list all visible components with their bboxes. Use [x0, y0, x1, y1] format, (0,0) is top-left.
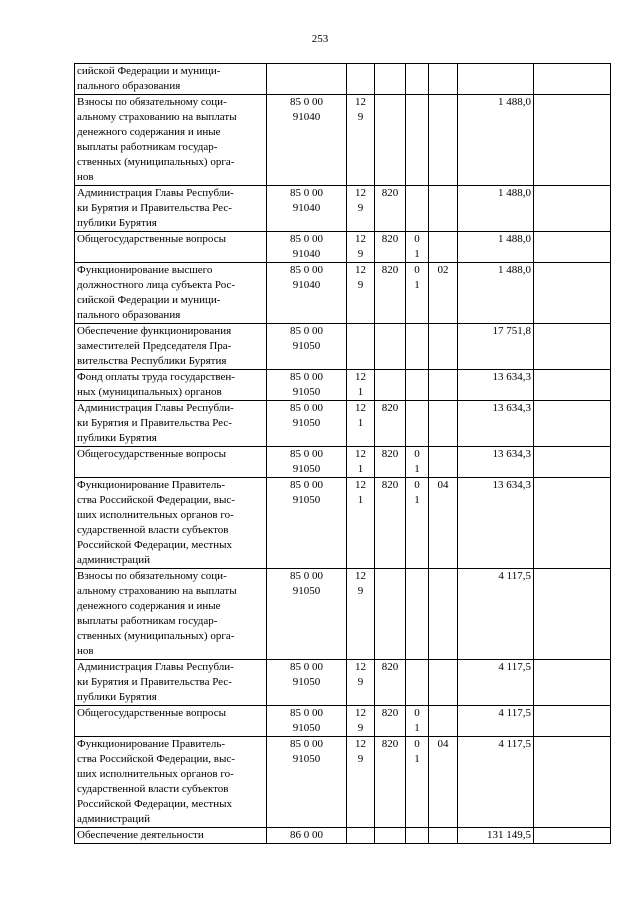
target-article-cell: 85 0 00 91050 [267, 737, 347, 828]
expense-type-cell: 12 9 [347, 569, 375, 660]
extra-cell [534, 64, 611, 95]
department-cell: 820 [375, 447, 406, 478]
amount-cell: 4 117,5 [458, 569, 534, 660]
subsection-cell [429, 232, 458, 263]
target-article-cell: 85 0 00 91050 [267, 478, 347, 569]
table-row [75, 447, 611, 478]
amount-cell: 1 488,0 [458, 186, 534, 232]
subsection-cell [429, 660, 458, 706]
amount-cell: 13 634,3 [458, 401, 534, 447]
expense-type-cell [347, 64, 375, 95]
extra-cell [534, 828, 611, 844]
subsection-cell [429, 370, 458, 401]
department-cell [375, 569, 406, 660]
extra-cell [534, 737, 611, 828]
subsection-cell [429, 324, 458, 370]
expense-type-cell: 12 1 [347, 370, 375, 401]
row-name-cell: Администрация Главы Республи- ки Бурятия и Правительства Рес- публики Бурятия [75, 660, 267, 706]
row-name-cell: Общегосударственные вопросы [75, 706, 267, 737]
section-cell [406, 660, 429, 706]
expense-type-cell: 12 9 [347, 660, 375, 706]
expense-type-cell: 12 9 [347, 263, 375, 324]
target-article-cell: 85 0 00 91050 [267, 447, 347, 478]
extra-cell [534, 324, 611, 370]
row-name-cell: Взносы по обязательному соци- альному страхованию на выплаты денежного содержания и иные выплаты работникам государ- ственных (муниципальных) орга- нов [75, 569, 267, 660]
target-article-cell: 85 0 00 91040 [267, 95, 347, 186]
section-cell [406, 95, 429, 186]
section-cell: 0 1 [406, 263, 429, 324]
table-body [75, 64, 611, 844]
table-row [75, 478, 611, 569]
section-cell [406, 370, 429, 401]
section-cell: 0 1 [406, 706, 429, 737]
extra-cell [534, 569, 611, 660]
target-article-cell: 85 0 00 91040 [267, 263, 347, 324]
section-cell: 0 1 [406, 447, 429, 478]
row-name-cell: Фонд оплаты труда государствен- ных (муниципальных) органов [75, 370, 267, 401]
row-name-cell: Взносы по обязательному соци- альному страхованию на выплаты денежного содержания и иные выплаты работникам государ- ственных (муниципальных) орга- нов [75, 95, 267, 186]
target-article-cell [267, 64, 347, 95]
department-cell [375, 95, 406, 186]
expense-type-cell [347, 324, 375, 370]
extra-cell [534, 95, 611, 186]
expense-type-cell: 12 9 [347, 95, 375, 186]
extra-cell [534, 401, 611, 447]
table-row [75, 95, 611, 186]
table-row [75, 263, 611, 324]
expense-type-cell: 12 9 [347, 186, 375, 232]
target-article-cell: 85 0 00 91050 [267, 706, 347, 737]
amount-cell: 4 117,5 [458, 660, 534, 706]
department-cell: 820 [375, 232, 406, 263]
budget-table [74, 63, 611, 844]
amount-cell: 13 634,3 [458, 478, 534, 569]
department-cell: 820 [375, 478, 406, 569]
row-name-cell: Администрация Главы Республи- ки Бурятия и Правительства Рес- публики Бурятия [75, 186, 267, 232]
section-cell [406, 401, 429, 447]
amount-cell: 4 117,5 [458, 706, 534, 737]
subsection-cell [429, 569, 458, 660]
row-name-cell: Функционирование высшего должностного лица субъекта Рос- сийской Федерации и муници- пального образования [75, 263, 267, 324]
subsection-cell [429, 64, 458, 95]
extra-cell [534, 478, 611, 569]
page-number: 253 [311, 33, 329, 45]
department-cell: 820 [375, 186, 406, 232]
extra-cell [534, 232, 611, 263]
row-name-cell: Администрация Главы Республи- ки Бурятия и Правительства Рес- публики Бурятия [75, 401, 267, 447]
amount-cell: 131 149,5 [458, 828, 534, 844]
subsection-cell [429, 706, 458, 737]
table-row [75, 324, 611, 370]
section-cell: 0 1 [406, 232, 429, 263]
extra-cell [534, 263, 611, 324]
row-name-cell: Функционирование Правитель- ства Российской Федерации, выс- ших исполнительных органов го- сударственной власти субъектов Российской Федерации, местных администраций [75, 478, 267, 569]
expense-type-cell: 12 1 [347, 447, 375, 478]
row-name-cell: Обеспечение функционирования заместителей Председателя Пра- вительства Республики Бурятия [75, 324, 267, 370]
table-row [75, 370, 611, 401]
section-cell: 0 1 [406, 478, 429, 569]
section-cell [406, 324, 429, 370]
subsection-cell [429, 401, 458, 447]
row-name-cell: Обеспечение деятельности [75, 828, 267, 844]
subsection-cell: 04 [429, 737, 458, 828]
amount-cell: 4 117,5 [458, 737, 534, 828]
expense-type-cell: 12 1 [347, 478, 375, 569]
amount-cell: 13 634,3 [458, 447, 534, 478]
extra-cell [534, 370, 611, 401]
subsection-cell: 02 [429, 263, 458, 324]
expense-type-cell: 12 9 [347, 737, 375, 828]
department-cell: 820 [375, 401, 406, 447]
section-cell: 0 1 [406, 737, 429, 828]
extra-cell [534, 660, 611, 706]
row-name-cell: сийской Федерации и муници- пального образования [75, 64, 267, 95]
table-row [75, 737, 611, 828]
expense-type-cell [347, 828, 375, 844]
target-article-cell: 85 0 00 91050 [267, 370, 347, 401]
extra-cell [534, 447, 611, 478]
section-cell [406, 569, 429, 660]
table-row [75, 569, 611, 660]
amount-cell [458, 64, 534, 95]
amount-cell: 1 488,0 [458, 232, 534, 263]
department-cell [375, 64, 406, 95]
amount-cell: 13 634,3 [458, 370, 534, 401]
subsection-cell: 04 [429, 478, 458, 569]
department-cell [375, 828, 406, 844]
amount-cell: 17 751,8 [458, 324, 534, 370]
table-row [75, 232, 611, 263]
table-row [75, 660, 611, 706]
table-row [75, 186, 611, 232]
table-row [75, 401, 611, 447]
row-name-cell: Общегосударственные вопросы [75, 447, 267, 478]
target-article-cell: 85 0 00 91050 [267, 324, 347, 370]
subsection-cell [429, 828, 458, 844]
row-name-cell: Общегосударственные вопросы [75, 232, 267, 263]
extra-cell [534, 186, 611, 232]
extra-cell [534, 706, 611, 737]
target-article-cell: 85 0 00 91040 [267, 186, 347, 232]
subsection-cell [429, 447, 458, 478]
target-article-cell: 85 0 00 91050 [267, 660, 347, 706]
table-row [75, 828, 611, 844]
expense-type-cell: 12 9 [347, 706, 375, 737]
department-cell: 820 [375, 706, 406, 737]
subsection-cell [429, 186, 458, 232]
department-cell: 820 [375, 660, 406, 706]
department-cell: 820 [375, 263, 406, 324]
department-cell: 820 [375, 737, 406, 828]
department-cell [375, 324, 406, 370]
section-cell [406, 828, 429, 844]
expense-type-cell: 12 1 [347, 401, 375, 447]
target-article-cell: 85 0 00 91050 [267, 401, 347, 447]
target-article-cell: 85 0 00 91040 [267, 232, 347, 263]
section-cell [406, 64, 429, 95]
amount-cell: 1 488,0 [458, 95, 534, 186]
amount-cell: 1 488,0 [458, 263, 534, 324]
table-row [75, 706, 611, 737]
department-cell [375, 370, 406, 401]
section-cell [406, 186, 429, 232]
target-article-cell: 85 0 00 91050 [267, 569, 347, 660]
subsection-cell [429, 95, 458, 186]
expense-type-cell: 12 9 [347, 232, 375, 263]
table-row [75, 64, 611, 95]
target-article-cell: 86 0 00 [267, 828, 347, 844]
row-name-cell: Функционирование Правитель- ства Российской Федерации, выс- ших исполнительных органов го- сударственной власти субъектов Российской Федерации, местных администраций [75, 737, 267, 828]
